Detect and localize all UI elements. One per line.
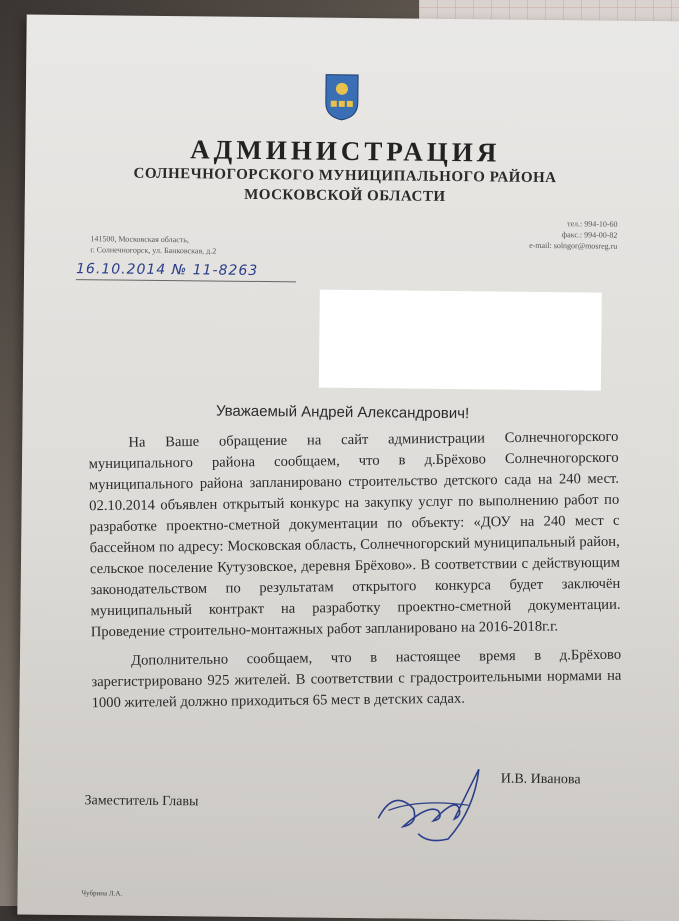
document-subtitle-line1: СОЛНЕЧНОГОРСКОГО МУНИЦИПАЛЬНОГО РАЙОНА	[133, 165, 557, 187]
registration-number: 16.10.2014 № 11-8263	[75, 261, 259, 279]
address-line1: 141500, Московская область,	[90, 234, 189, 245]
signatory-name: И.В. Иванова	[500, 771, 581, 788]
coat-of-arms-icon	[324, 73, 361, 121]
letter-body	[88, 427, 621, 722]
email: e-mail: solngor@mosreg.ru	[529, 240, 618, 251]
address-line2: г. Солнечногорск, ул. Банковская, д.2	[90, 245, 217, 256]
letter-sheet	[17, 15, 679, 921]
handwritten-signature	[358, 748, 499, 849]
executor-name: Чубрина Л.А.	[81, 889, 123, 898]
sender-address	[90, 233, 216, 256]
phone: тел.: 994-10-60	[566, 219, 618, 229]
contacts	[529, 218, 618, 252]
paragraph-1: На Ваше обращение на сайт администрации Солнечногорского муниципального района сообщаем, что в д.Брёхово Солнечногорского муниципального района запланировано строительство детского сада на 240 мест. 02.10.2014 объявлен открытый конкурс на закупку услуг по выполнению работ по разработке проектно-сметной документации по объекту: «ДОУ на 240 мест с бассейном по адресу: Московская область, Солнечногорский муниципальный район, сельское поселение Кутузовское, деревня Брёхово». В соответствии с действующим законодательством по результатам открытого конкурса будет заключён муниципальный контракт на разработку проектно-сметной документации. Проведение строительно-монтажных работ запланировано на 2016-2018г.г.	[88, 428, 621, 641]
document-title: АДМИНИСТРАЦИЯ	[190, 134, 501, 168]
redacted-recipient-block	[319, 290, 602, 391]
signatory-role: Заместитель Главы	[84, 793, 199, 810]
fax: факс.: 994-00-82	[561, 230, 618, 240]
greeting: Уважаемый Андрей Александрович!	[215, 402, 470, 423]
document-subtitle-line2: МОСКОВСКОЙ ОБЛАСТИ	[244, 186, 446, 205]
registration-underline	[76, 279, 296, 282]
paragraph-2: Дополнительно сообщаем, что в настоящее время в д.Брёхово зарегистрировано 925 жителей. В соответствии с градостроительными нормами на 1000 жителей должно приходиться 65 мест в детских садах.	[91, 646, 622, 712]
